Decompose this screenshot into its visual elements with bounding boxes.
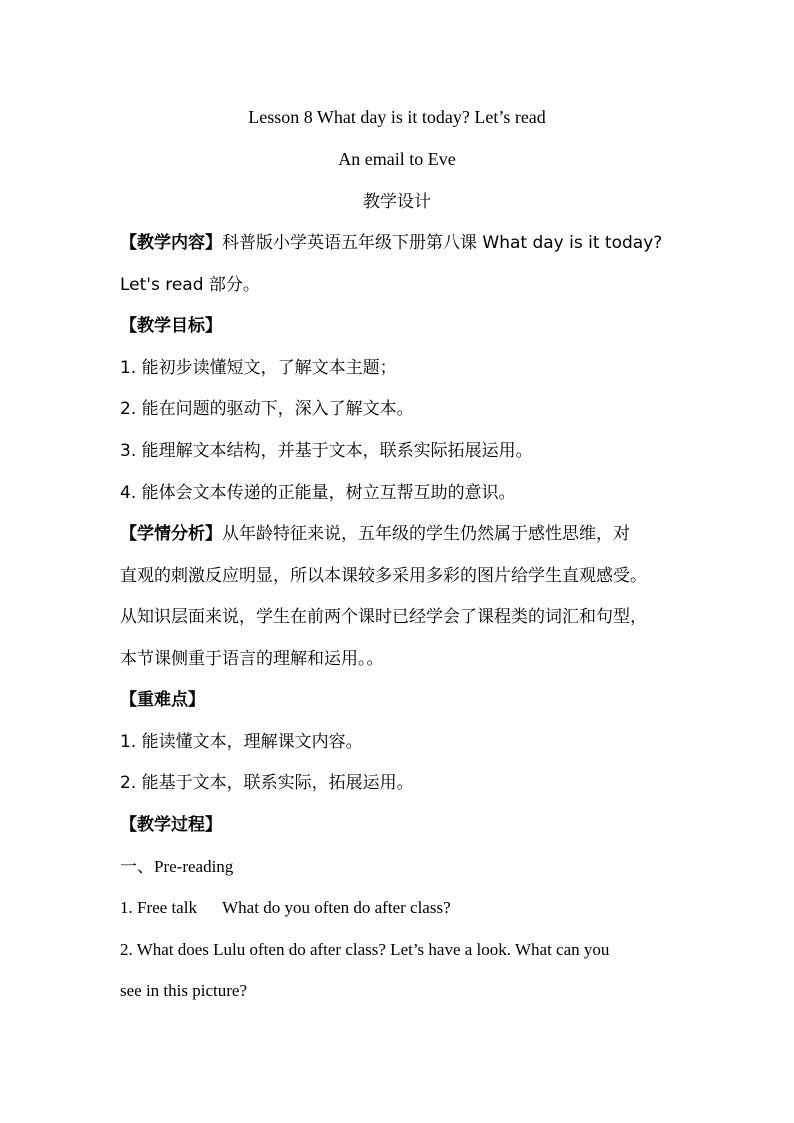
process-label: 【教学过程】 bbox=[120, 815, 222, 835]
analysis-line-2: 直观的刺激反应明显，所以本课较多采用多彩的图片给学生直观感受。 bbox=[120, 566, 647, 586]
content-section bbox=[120, 232, 662, 254]
goal-item: 2. 能在问题的驱动下，深入了解文本。 bbox=[120, 399, 414, 419]
analysis-section bbox=[120, 523, 630, 545]
analysis-line-1: 从年龄特征来说，五年级的学生仍然属于感性思维，对 bbox=[222, 524, 630, 544]
goal-item: 3. 能理解文本结构，并基于文本，联系实际拓展运用。 bbox=[120, 441, 533, 461]
key-point-item: 1. 能读懂文本，理解课文内容。 bbox=[120, 732, 363, 752]
goals-label: 【教学目标】 bbox=[120, 316, 222, 336]
key-points-label: 【重难点】 bbox=[120, 690, 205, 710]
content-text-2: Let's read 部分。 bbox=[120, 275, 260, 295]
process-step-1: 一、Pre-reading bbox=[120, 857, 234, 876]
key-point-item: 2. 能基于文本，联系实际，拓展运用。 bbox=[120, 773, 414, 793]
analysis-line-3: 从知识层面来说，学生在前两个课时已经学会了课程类的词汇和句型， bbox=[120, 607, 647, 627]
goal-item: 4. 能体会文本传递的正能量，树立互帮互助的意识。 bbox=[120, 483, 516, 503]
content-text-1: 科普版小学英语五年级下册第八课 What day is it today? bbox=[222, 233, 663, 253]
process-item-1: 1. Free talk What do you often do after class? bbox=[120, 898, 451, 917]
lesson-title: Lesson 8 What day is it today? Let’s read bbox=[248, 107, 546, 127]
analysis-line-4: 本节课侧重于语言的理解和运用。。 bbox=[120, 649, 384, 669]
lesson-subtitle: An email to Eve bbox=[338, 149, 456, 169]
analysis-label: 【学情分析】 bbox=[120, 524, 222, 544]
process-item-2-line-2: see in this picture? bbox=[120, 981, 247, 1000]
content-label: 【教学内容】 bbox=[120, 233, 222, 253]
document-type: 教学设计 bbox=[363, 192, 431, 212]
goal-item: 1. 能初步读懂短文，了解文本主题； bbox=[120, 358, 397, 378]
process-item-2-line-1: 2. What does Lulu often do after class? Let’s have a look. What can you bbox=[120, 940, 610, 959]
